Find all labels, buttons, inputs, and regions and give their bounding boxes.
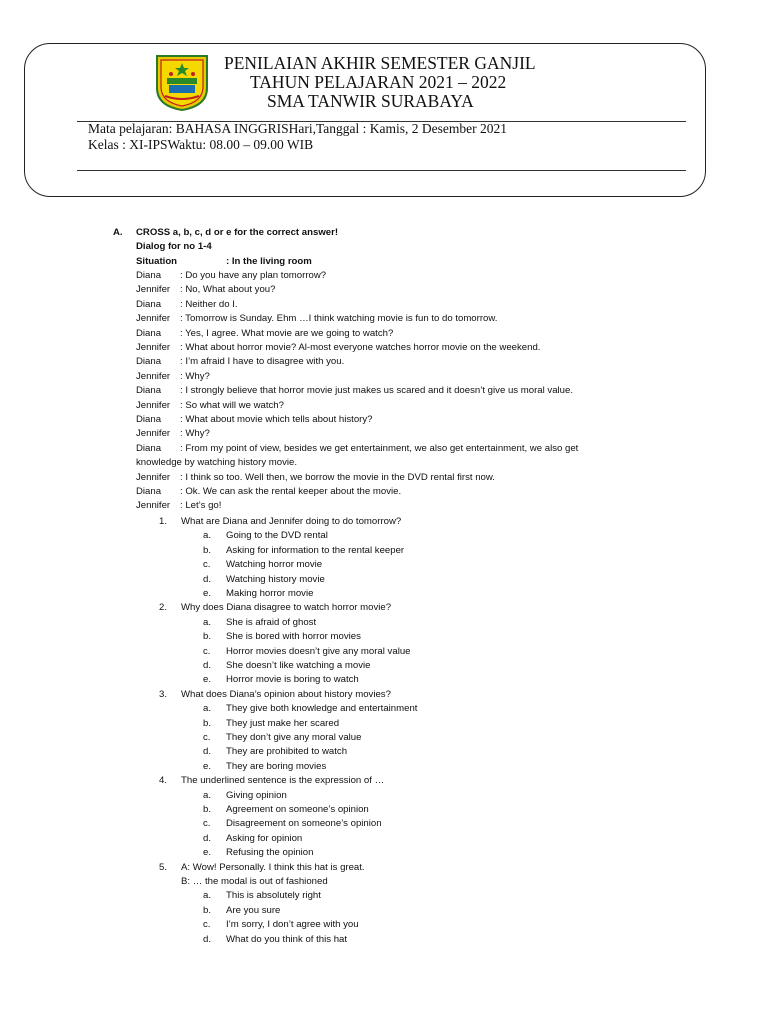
dialog-line (136, 385, 573, 397)
question-number: 5. (159, 861, 168, 873)
dialog-text: : Yes, I agree. What movie are we going to watch? (180, 327, 394, 339)
dialog-text: : Tomorrow is Sunday. Ehm …I think watching movie is fun to do tomorrow. (180, 313, 498, 325)
option-letter[interactable]: b. (203, 904, 212, 916)
option-letter[interactable]: e. (203, 847, 212, 859)
dialog-label: Dialog for no 1-4 (136, 241, 212, 252)
question-stem: Why does Diana disagree to watch horror movie? (181, 602, 392, 614)
dialog-line (136, 328, 393, 340)
option-letter[interactable]: c. (203, 818, 211, 830)
question-stem: What are Diana and Jennifer doing to do tomorrow? (181, 516, 402, 527)
option-letter[interactable]: c. (203, 919, 211, 931)
option-letter[interactable]: a. (203, 789, 212, 801)
option-letter[interactable]: c. (203, 645, 211, 657)
dialog-text: : What about horror movie? Al-most everyone watches horror movie on the weekend. (180, 342, 541, 353)
section-instruction: CROSS a, b, c, d or e for the correct answer! (136, 227, 339, 238)
dialog-line (136, 500, 221, 512)
option-letter[interactable]: d. (203, 573, 212, 585)
option-text[interactable]: They just make her scared (226, 717, 340, 729)
option-text[interactable]: This is absolutely right (226, 890, 321, 902)
option-letter[interactable]: d. (203, 746, 212, 758)
dialog-line (136, 299, 238, 311)
option-text[interactable]: Giving opinion (226, 789, 287, 801)
dialog-text: : Let’s go! (180, 500, 222, 512)
dialog-text: knowledge by watching history movie. (136, 457, 298, 469)
option-letter[interactable]: a. (203, 703, 212, 715)
question-number: 1. (159, 516, 168, 527)
option-letter[interactable]: d. (203, 832, 212, 844)
dialog-text: : Ok. We can ask the rental keeper about the movie. (180, 486, 402, 497)
dialog-line (136, 313, 497, 325)
dialog-line (136, 400, 284, 412)
speaker-name: Jennifer (136, 284, 171, 296)
dialog-text: : Neither do I. (180, 298, 238, 310)
school-logo (151, 52, 213, 112)
option-letter[interactable]: c. (203, 559, 211, 571)
speaker-name: Jennifer (136, 500, 171, 512)
school-name: SMA TANWIR SURABAYA (267, 91, 474, 111)
question-stem: What does Diana’s opinion about history movies? (181, 688, 391, 700)
dialog-line (136, 284, 275, 296)
dialog-line (136, 270, 326, 282)
option-text[interactable]: Disagreement on someone’s opinion (226, 818, 382, 830)
speaker-name: Diana (136, 414, 162, 425)
dialog-line (136, 486, 401, 498)
dialog-text: : Why? (180, 370, 210, 382)
option-letter[interactable]: d. (203, 660, 212, 671)
option-text[interactable]: Horror movies doesn’t give any moral value (226, 645, 411, 657)
speaker-name: Diana (136, 385, 162, 397)
option-letter[interactable]: b. (203, 631, 212, 643)
option-text[interactable]: What do you think of this hat (226, 933, 348, 945)
dialog-line (136, 443, 578, 455)
section-letter: A. (113, 227, 123, 238)
option-letter[interactable]: c. (203, 732, 211, 743)
dialog-text: : So what will we watch? (180, 399, 284, 411)
option-text[interactable]: Horror movie is boring to watch (226, 674, 359, 686)
speaker-name: Jennifer (136, 342, 171, 353)
option-letter[interactable]: e. (203, 674, 212, 686)
option-text[interactable]: Asking for opinion (226, 832, 303, 844)
speaker-name: Jennifer (136, 313, 171, 325)
class-time-line: Kelas : XI-IPSWaktu: 08.00 – 09.00 WIB (88, 137, 314, 152)
option-text[interactable]: Going to the DVD rental (226, 530, 328, 542)
situation-label: Situation (136, 256, 178, 267)
option-text[interactable]: I’m sorry, I don’t agree with you (226, 919, 359, 931)
question-stem: The underlined sentence is the expression of … (181, 775, 385, 787)
subject-date-line: Mata pelajaran: BAHASA INGGRISHari,Tanggal : Kamis, 2 Desember 2021 (88, 121, 507, 136)
speaker-name: Diana (136, 486, 162, 497)
option-text[interactable]: Refusing the opinion (226, 847, 314, 859)
dialog-text: : Why? (180, 428, 210, 440)
question-number: 3. (159, 688, 168, 700)
speaker-name: Diana (136, 298, 162, 310)
header-divider-bottom (77, 170, 686, 171)
dialog-text: : What about movie which tells about history? (180, 414, 373, 425)
option-letter[interactable]: e. (203, 588, 212, 599)
speaker-name: Jennifer (136, 428, 171, 440)
option-text[interactable]: They give both knowledge and entertainment (226, 703, 418, 715)
speaker-name: Diana (136, 356, 162, 368)
speaker-name: Jennifer (136, 370, 171, 382)
situation-value: : In the living room (226, 256, 312, 267)
question-number: 2. (159, 602, 168, 614)
dialog-line (136, 414, 373, 426)
option-text[interactable]: Agreement on someone’s opinion (226, 804, 369, 815)
dialog-line (136, 371, 210, 383)
dialog-line (136, 457, 297, 469)
option-letter[interactable]: e. (203, 760, 212, 772)
option-text[interactable]: They don’t give any moral value (226, 732, 362, 743)
option-letter[interactable]: a. (203, 890, 212, 902)
speaker-name: Diana (136, 270, 162, 281)
option-text[interactable]: They are prohibited to watch (226, 746, 348, 758)
option-text[interactable]: She is afraid of ghost (226, 616, 317, 628)
academic-year: TAHUN PELAJARAN 2021 – 2022 (250, 72, 507, 92)
option-letter[interactable]: a. (203, 530, 212, 542)
question-stem: A: Wow! Personally. I think this hat is great. (181, 861, 365, 873)
option-text[interactable]: Are you sure (226, 904, 281, 916)
option-text[interactable]: They are boring movies (226, 760, 327, 772)
question-stem-continued: B: … the modal is out of fashioned (181, 876, 328, 887)
option-text[interactable]: Making horror movie (226, 588, 314, 599)
option-letter[interactable]: b. (203, 804, 212, 815)
option-letter[interactable]: b. (203, 544, 212, 556)
option-letter[interactable]: a. (203, 616, 212, 628)
speaker-name: Jennifer (136, 471, 171, 483)
dialog-text: : No, What about you? (180, 284, 276, 296)
option-letter[interactable]: b. (203, 717, 212, 729)
option-text[interactable]: She doesn’t like watching a movie (226, 660, 371, 671)
dialog-text: : From my point of view, besides we get entertainment, we also get entertainment, we also get (180, 442, 579, 454)
speaker-name: Diana (136, 327, 162, 339)
option-text[interactable]: Asking for information to the rental keeper (226, 544, 405, 556)
option-letter[interactable]: d. (203, 933, 212, 945)
exam-title: PENILAIAN AKHIR SEMESTER GANJIL (224, 53, 536, 73)
speaker-name: Diana (136, 442, 162, 454)
dialog-text: : I strongly believe that horror movie just makes us scared and it doesn’t give us moral value. (180, 385, 573, 397)
speaker-name: Jennifer (136, 399, 171, 411)
dialog-text: : I think so too. Well then, we borrow the movie in the DVD rental first now. (180, 471, 495, 483)
option-text[interactable]: Watching horror movie (226, 559, 323, 571)
dialog-text: : Do you have any plan tomorrow? (180, 270, 327, 281)
dialog-line (136, 342, 540, 354)
dialog-line (136, 472, 495, 484)
dialog-line (136, 356, 344, 368)
dialog-line (136, 428, 210, 440)
option-text[interactable]: She is bored with horror movies (226, 631, 361, 643)
dialog-text: : I’m afraid I have to disagree with you. (180, 356, 345, 368)
option-text[interactable]: Watching history movie (226, 573, 325, 585)
question-number: 4. (159, 775, 168, 787)
